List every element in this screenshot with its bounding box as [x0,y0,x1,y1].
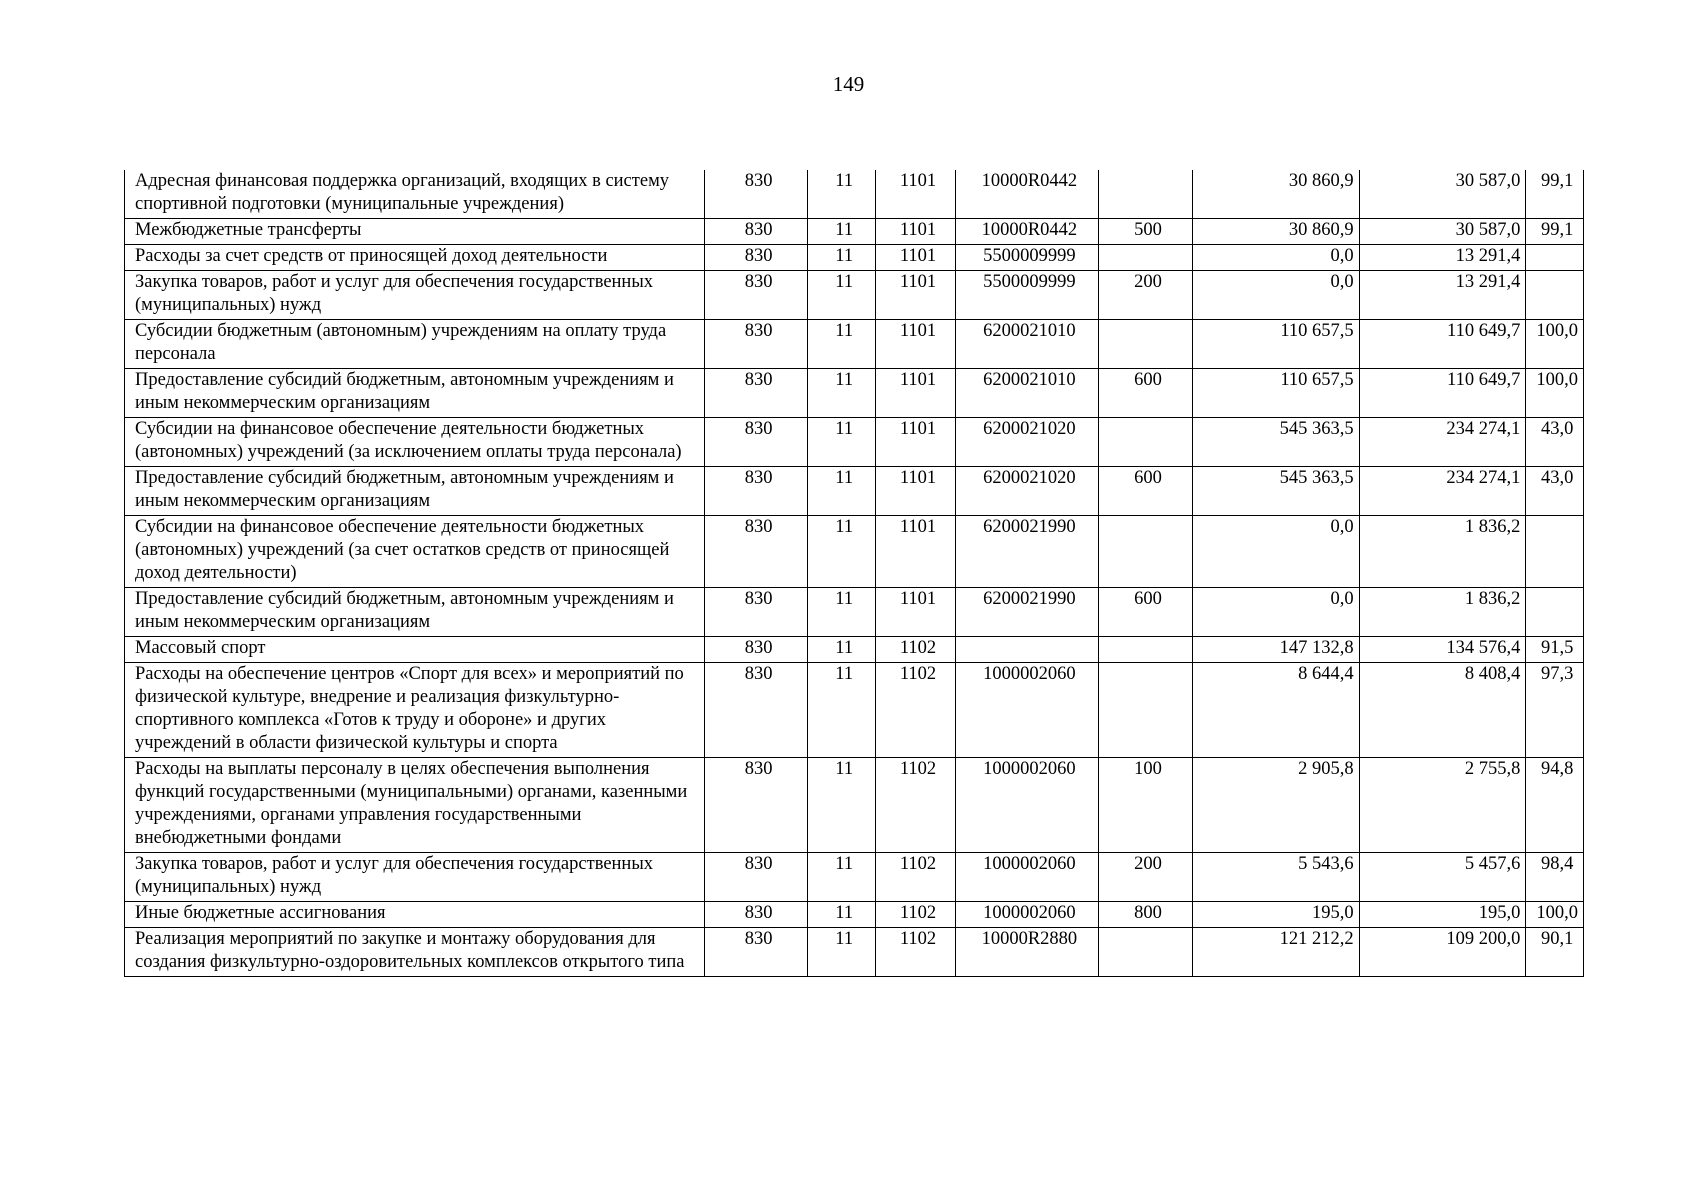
execution-percent-cell: 43,0 [1526,418,1584,467]
table-row [125,663,1584,758]
target-article-cell: 6200021010 [955,369,1098,418]
actual-amount-cell: 5 457,6 [1359,853,1526,902]
expense-name-cell: Предоставление субсидий бюджетным, автономным учреждениям и иным некоммерческим организациям [125,369,705,418]
subsection-code-cell: 1102 [876,637,955,663]
section-code-cell: 11 [808,758,876,853]
target-article-cell: 10000R2880 [955,928,1098,977]
section-code-cell: 11 [808,928,876,977]
expense-type-cell [1099,418,1193,467]
actual-amount-cell: 1 836,2 [1359,516,1526,588]
section-code-cell: 11 [808,219,876,245]
expense-name-cell: Субсидии на финансовое обеспечение деятельности бюджетных (автономных) учреждений (за исключением оплаты труда персонала) [125,418,705,467]
actual-amount-cell: 8 408,4 [1359,663,1526,758]
section-code-cell: 11 [808,369,876,418]
expense-name-cell: Расходы на обеспечение центров «Спорт для всех» и мероприятий по физической культуре, внедрение и реализация физкультурно-спортивного комплекса «Готов к труду и обороне» и других учреждений в области физической культуры и спорта [125,663,705,758]
target-article-cell [955,637,1098,663]
subsection-code-cell: 1101 [876,170,955,219]
expense-type-cell [1099,320,1193,369]
execution-percent-cell: 43,0 [1526,467,1584,516]
expense-type-cell: 600 [1099,467,1193,516]
execution-percent-cell: 99,1 [1526,170,1584,219]
expense-type-cell: 100 [1099,758,1193,853]
subsection-code-cell: 1101 [876,320,955,369]
expense-name-cell: Иные бюджетные ассигнования [125,902,705,928]
actual-amount-cell: 110 649,7 [1359,369,1526,418]
target-article-cell: 6200021990 [955,588,1098,637]
subsection-code-cell: 1102 [876,902,955,928]
planned-amount-cell: 195,0 [1192,902,1359,928]
org-code-cell: 830 [705,467,808,516]
target-article-cell: 1000002060 [955,853,1098,902]
subsection-code-cell: 1101 [876,245,955,271]
actual-amount-cell: 30 587,0 [1359,170,1526,219]
table-row [125,219,1584,245]
org-code-cell: 830 [705,588,808,637]
planned-amount-cell: 121 212,2 [1192,928,1359,977]
org-code-cell: 830 [705,369,808,418]
execution-percent-cell: 91,5 [1526,637,1584,663]
section-code-cell: 11 [808,245,876,271]
execution-percent-cell [1526,271,1584,320]
target-article-cell: 10000R0442 [955,170,1098,219]
subsection-code-cell: 1102 [876,853,955,902]
table-row [125,170,1584,219]
table-row [125,245,1584,271]
org-code-cell: 830 [705,928,808,977]
actual-amount-cell: 13 291,4 [1359,271,1526,320]
execution-percent-cell [1526,516,1584,588]
expense-name-cell: Реализация мероприятий по закупке и монтажу оборудования для создания физкультурно-оздоровительных комплексов открытого типа [125,928,705,977]
expense-type-cell [1099,516,1193,588]
section-code-cell: 11 [808,588,876,637]
expense-type-cell: 200 [1099,271,1193,320]
table-row [125,467,1584,516]
target-article-cell: 6200021020 [955,467,1098,516]
table-row [125,271,1584,320]
section-code-cell: 11 [808,637,876,663]
expense-type-cell: 800 [1099,902,1193,928]
target-article-cell: 1000002060 [955,663,1098,758]
subsection-code-cell: 1101 [876,271,955,320]
planned-amount-cell: 0,0 [1192,245,1359,271]
expense-type-cell [1099,663,1193,758]
table-row [125,369,1584,418]
planned-amount-cell: 0,0 [1192,271,1359,320]
target-article-cell: 6200021020 [955,418,1098,467]
subsection-code-cell: 1101 [876,418,955,467]
table-row [125,853,1584,902]
planned-amount-cell: 110 657,5 [1192,320,1359,369]
org-code-cell: 830 [705,320,808,369]
section-code-cell: 11 [808,320,876,369]
section-code-cell: 11 [808,516,876,588]
execution-percent-cell: 97,3 [1526,663,1584,758]
execution-percent-cell: 90,1 [1526,928,1584,977]
expense-name-cell: Предоставление субсидий бюджетным, автономным учреждениям и иным некоммерческим организациям [125,467,705,516]
planned-amount-cell: 545 363,5 [1192,467,1359,516]
org-code-cell: 830 [705,853,808,902]
actual-amount-cell: 30 587,0 [1359,219,1526,245]
org-code-cell: 830 [705,219,808,245]
execution-percent-cell [1526,245,1584,271]
planned-amount-cell: 8 644,4 [1192,663,1359,758]
expense-type-cell [1099,637,1193,663]
expense-type-cell: 200 [1099,853,1193,902]
expense-type-cell [1099,170,1193,219]
subsection-code-cell: 1102 [876,928,955,977]
budget-table [124,170,1584,977]
org-code-cell: 830 [705,245,808,271]
actual-amount-cell: 195,0 [1359,902,1526,928]
subsection-code-cell: 1101 [876,369,955,418]
table-row [125,928,1584,977]
actual-amount-cell: 13 291,4 [1359,245,1526,271]
target-article-cell: 1000002060 [955,758,1098,853]
expense-type-cell: 600 [1099,588,1193,637]
expense-type-cell: 600 [1099,369,1193,418]
table-row [125,758,1584,853]
planned-amount-cell: 110 657,5 [1192,369,1359,418]
actual-amount-cell: 1 836,2 [1359,588,1526,637]
expense-name-cell: Межбюджетные трансферты [125,219,705,245]
target-article-cell: 10000R0442 [955,219,1098,245]
section-code-cell: 11 [808,271,876,320]
subsection-code-cell: 1101 [876,516,955,588]
execution-percent-cell [1526,588,1584,637]
target-article-cell: 6200021010 [955,320,1098,369]
section-code-cell: 11 [808,902,876,928]
expense-type-cell [1099,928,1193,977]
expense-name-cell: Субсидии на финансовое обеспечение деятельности бюджетных (автономных) учреждений (за счет остатков средств от приносящей доход деятельности) [125,516,705,588]
org-code-cell: 830 [705,418,808,467]
subsection-code-cell: 1101 [876,219,955,245]
target-article-cell: 5500009999 [955,271,1098,320]
page-number: 149 [832,72,865,96]
planned-amount-cell: 2 905,8 [1192,758,1359,853]
section-code-cell: 11 [808,853,876,902]
budget-table-body [125,170,1584,977]
table-row [125,320,1584,369]
expense-name-cell: Расходы за счет средств от приносящей доход деятельности [125,245,705,271]
expense-name-cell: Массовый спорт [125,637,705,663]
org-code-cell: 830 [705,170,808,219]
execution-percent-cell: 100,0 [1526,320,1584,369]
expense-name-cell: Адресная финансовая поддержка организаций, входящих в систему спортивной подготовки (муниципальные учреждения) [125,170,705,219]
planned-amount-cell: 545 363,5 [1192,418,1359,467]
subsection-code-cell: 1102 [876,663,955,758]
execution-percent-cell: 100,0 [1526,369,1584,418]
planned-amount-cell: 0,0 [1192,588,1359,637]
expense-name-cell: Расходы на выплаты персоналу в целях обеспечения выполнения функций государственными (муниципальными) органами, казенными учреждениями, органами управления государственными внебюджетными фондами [125,758,705,853]
section-code-cell: 11 [808,663,876,758]
expense-name-cell: Закупка товаров, работ и услуг для обеспечения государственных (муниципальных) нужд [125,853,705,902]
table-row [125,418,1584,467]
execution-percent-cell: 94,8 [1526,758,1584,853]
actual-amount-cell: 234 274,1 [1359,467,1526,516]
expense-name-cell: Закупка товаров, работ и услуг для обеспечения государственных (муниципальных) нужд [125,271,705,320]
table-row [125,637,1584,663]
org-code-cell: 830 [705,758,808,853]
execution-percent-cell: 98,4 [1526,853,1584,902]
planned-amount-cell: 5 543,6 [1192,853,1359,902]
table-row [125,516,1584,588]
org-code-cell: 830 [705,663,808,758]
actual-amount-cell: 110 649,7 [1359,320,1526,369]
actual-amount-cell: 2 755,8 [1359,758,1526,853]
actual-amount-cell: 109 200,0 [1359,928,1526,977]
target-article-cell: 5500009999 [955,245,1098,271]
execution-percent-cell: 100,0 [1526,902,1584,928]
planned-amount-cell: 30 860,9 [1192,170,1359,219]
subsection-code-cell: 1101 [876,467,955,516]
section-code-cell: 11 [808,170,876,219]
org-code-cell: 830 [705,902,808,928]
expense-type-cell: 500 [1099,219,1193,245]
table-row [125,902,1584,928]
planned-amount-cell: 147 132,8 [1192,637,1359,663]
planned-amount-cell: 30 860,9 [1192,219,1359,245]
actual-amount-cell: 234 274,1 [1359,418,1526,467]
subsection-code-cell: 1102 [876,758,955,853]
org-code-cell: 830 [705,637,808,663]
execution-percent-cell: 99,1 [1526,219,1584,245]
target-article-cell: 6200021990 [955,516,1098,588]
expense-name-cell: Субсидии бюджетным (автономным) учреждениям на оплату труда персонала [125,320,705,369]
section-code-cell: 11 [808,418,876,467]
planned-amount-cell: 0,0 [1192,516,1359,588]
expense-type-cell [1099,245,1193,271]
expense-name-cell: Предоставление субсидий бюджетным, автономным учреждениям и иным некоммерческим организациям [125,588,705,637]
subsection-code-cell: 1101 [876,588,955,637]
section-code-cell: 11 [808,467,876,516]
org-code-cell: 830 [705,516,808,588]
actual-amount-cell: 134 576,4 [1359,637,1526,663]
org-code-cell: 830 [705,271,808,320]
target-article-cell: 1000002060 [955,902,1098,928]
table-row [125,588,1584,637]
